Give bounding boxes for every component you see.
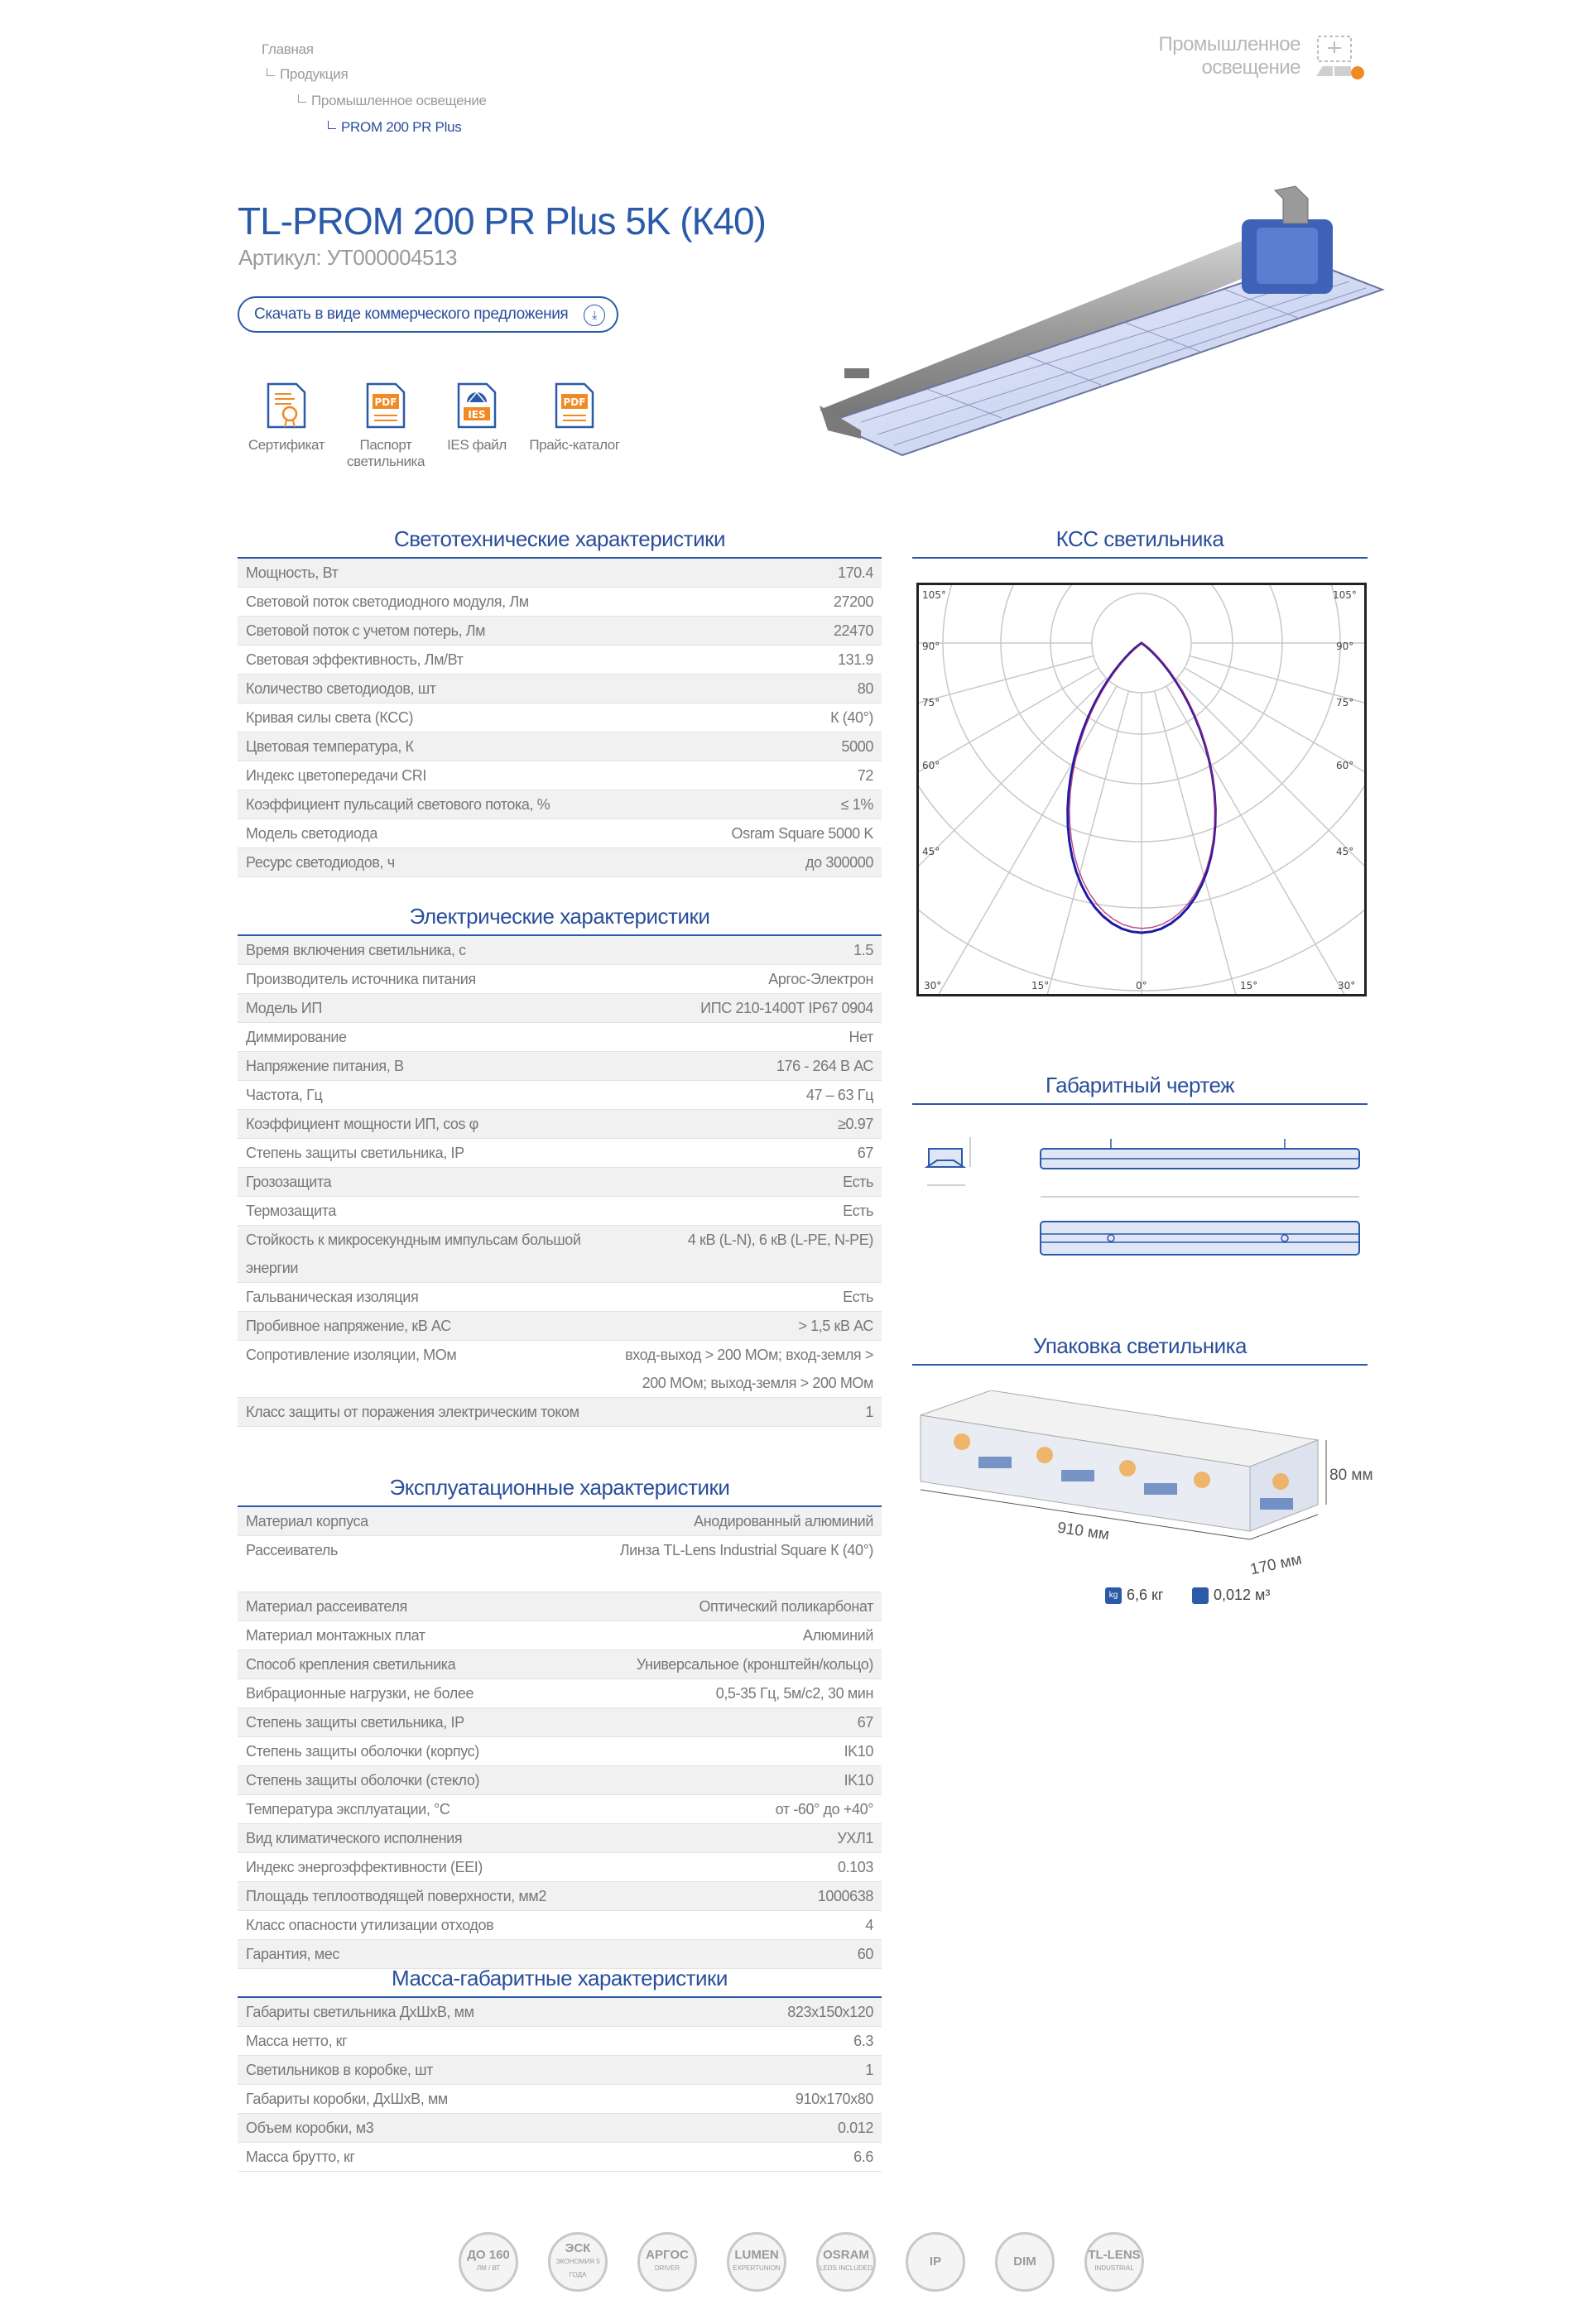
feature-logo-title: OSRAM (823, 2248, 869, 2262)
package-volume (1192, 1587, 1270, 1604)
spec-value: 4 (865, 1917, 873, 1933)
spec-label: Класс защиты от поражения электрическим током (246, 1404, 579, 1420)
kss-title: КСС светильника (1055, 526, 1224, 551)
spec-value: Оптический поликарбонат (699, 1598, 873, 1615)
spec-row (238, 588, 882, 617)
spec-label: Световой поток с учетом потерь, Лм (246, 622, 486, 639)
package-weight (1105, 1587, 1163, 1604)
spec-value: 1 (865, 1404, 873, 1420)
spec-row (238, 1650, 882, 1679)
spec-label: Коэффициент мощности ИП, cos φ (246, 1116, 478, 1132)
spec-value: 0.012 (837, 2120, 873, 2136)
spec-row (238, 1708, 882, 1737)
breadcrumb-current: PROM 200 PR Plus (328, 119, 461, 136)
section-title-operation: Эксплуатационные характеристики (389, 1475, 730, 1500)
doc-certificate-label: Сертификат (248, 437, 325, 453)
spec-row (238, 1536, 882, 1592)
kss-grid-ray (1176, 678, 1364, 994)
spec-value: 60 (857, 1946, 873, 1962)
feature-logo-caption: LEDS INCLUDED (819, 2264, 873, 2272)
feature-logo (995, 2232, 1055, 2292)
spec-label: Материал корпуса (246, 1513, 368, 1529)
spec-label: Площадь теплоотводящей поверхности, мм2 (246, 1888, 546, 1904)
spec-row (238, 1795, 882, 1824)
kss-grid-ray (992, 691, 1129, 994)
kss-label: 75° (922, 697, 940, 708)
feature-logo-caption: ЭКОНОМИЯ 5 ГОДА (555, 2258, 600, 2278)
spec-label: Грозозащита (246, 1174, 332, 1190)
spec-value: Есть (843, 1174, 873, 1190)
spec-row (238, 790, 882, 819)
spec-row (238, 2085, 882, 2114)
spec-row (238, 732, 882, 761)
spec-row (238, 1081, 882, 1110)
package-image (912, 1390, 1376, 1581)
kss-grid-ray (1155, 691, 1292, 994)
dimension-drawing (912, 1122, 1368, 1280)
product-article: Артикул: УТ000004513 (238, 245, 457, 270)
spec-label: Гарантия, мес (246, 1946, 339, 1962)
kss-label: 30° (1338, 980, 1356, 992)
spec-label: Светильников в коробке, шт (246, 2062, 433, 2078)
spec-label: Рассеиватель (246, 1542, 338, 1558)
spec-row (238, 2114, 882, 2143)
breadcrumb-industrial[interactable]: Промышленное освещение (298, 93, 487, 109)
kss-grid-ray (1166, 686, 1364, 994)
spec-value: 67 (857, 1714, 873, 1731)
spec-value: Алюминий (802, 1627, 873, 1644)
spec-value: ≤ 1% (840, 796, 873, 813)
spec-row (238, 2027, 882, 2056)
kss-label: 15° (1240, 980, 1258, 992)
spec-label: Диммирование (246, 1029, 347, 1045)
download-icon: ⤓ (584, 305, 605, 326)
package-weight-value: 6,6 кг (1127, 1587, 1164, 1603)
section-line (912, 1364, 1368, 1366)
spec-row (238, 1507, 882, 1536)
feature-logo-title: LUMEN (734, 2248, 779, 2262)
spec-label: Степень защиты оболочки (стекло) (246, 1772, 480, 1789)
feature-logo (637, 2232, 697, 2292)
spec-row (238, 1911, 882, 1940)
spec-label: Количество светодиодов, шт (246, 680, 436, 697)
kss-grid-ray (919, 668, 1098, 933)
spec-value: Аргос-Электрон (768, 971, 873, 987)
feature-logo (816, 2232, 876, 2292)
feature-logo (548, 2232, 608, 2292)
kss-label: 60° (1336, 760, 1354, 771)
kss-label: 105° (1333, 589, 1357, 601)
spec-value: ИПС 210-1400Т IP67 0904 (700, 1000, 873, 1016)
spec-label: Пробивное напряжение, кВ АС (246, 1318, 451, 1334)
spec-table-light (238, 559, 882, 877)
spec-value: > 1,5 кВ АС (798, 1318, 873, 1334)
kss-label: 45° (1336, 846, 1354, 857)
spec-value: Osram Square 5000 K (731, 825, 873, 842)
spec-value: IK10 (844, 1743, 873, 1760)
spec-value: 67 (857, 1145, 873, 1161)
section-title-mass: Масса-габаритные характеристики (392, 1966, 728, 1990)
kss-label: 30° (924, 980, 942, 992)
spec-label: Индекс энергоэффективности (EEI) (246, 1859, 483, 1875)
spec-value: 0.103 (837, 1859, 873, 1875)
spec-row (238, 1737, 882, 1766)
spec-label: Температура эксплуатации, °С (246, 1801, 450, 1817)
spec-value: 4 кВ (L-N), 6 кВ (L-PE, N-PE) (687, 1232, 873, 1248)
spec-label: Материал монтажных плат (246, 1627, 425, 1644)
section-line (912, 557, 1368, 559)
download-offer-button[interactable] (238, 296, 618, 333)
spec-value: 176 - 264 В АС (776, 1058, 873, 1074)
spec-row (238, 1679, 882, 1708)
spec-table-electric (238, 936, 882, 1427)
spec-row (238, 1824, 882, 1853)
spec-value: 80 (857, 680, 873, 697)
spec-label: Стойкость к микросекундным импульсам большой энергии (246, 1232, 581, 1276)
kss-curve-secondary (1070, 643, 1215, 929)
spec-row (238, 1621, 882, 1650)
feature-logo-title: ЭСК (565, 2241, 591, 2255)
kss-label: 90° (922, 641, 940, 652)
spec-value: 27200 (833, 593, 873, 610)
spec-row (238, 965, 882, 994)
spec-label: Модель светодиода (246, 825, 377, 842)
feature-logo-caption: DRIVER (654, 2264, 680, 2272)
kss-label: 90° (1336, 641, 1354, 652)
feature-logo (727, 2232, 786, 2292)
feature-logo-caption: EXPERTUNION (733, 2264, 781, 2272)
spec-value: 5000 (841, 738, 873, 755)
package-length: 910 мм (1055, 1519, 1111, 1544)
spec-value: 910х170х80 (795, 2091, 873, 2107)
spec-row (238, 1398, 882, 1427)
download-offer-label: Скачать в виде коммерческого предложения (254, 305, 569, 323)
feature-logo (1084, 2232, 1144, 2292)
spec-row (238, 1197, 882, 1226)
product-image (811, 182, 1391, 480)
category-label[interactable] (1158, 33, 1300, 79)
spec-value: Универсальное (кронштейн/кольцо) (636, 1656, 873, 1673)
spec-table-operation (238, 1507, 882, 1969)
spec-value: 823х150х120 (787, 2004, 873, 2020)
svg-text:IES: IES (468, 409, 486, 420)
spec-row (238, 703, 882, 732)
spec-value: 1000638 (817, 1888, 873, 1904)
feature-logo-caption: INDUSTRIAL (1094, 2264, 1134, 2272)
spec-value: от -60° до +40° (775, 1801, 873, 1817)
feature-logo-caption: ЛМ / ВТ (476, 2264, 501, 2272)
spec-label: Время включения светильника, с (246, 942, 466, 958)
feature-logo (459, 2232, 518, 2292)
spec-value: 0,5-35 Гц, 5м/с2, 30 мин (715, 1685, 873, 1702)
spec-label: Световой поток светодиодного модуля, Лм (246, 593, 529, 610)
spec-label: Вибрационные нагрузки, не более (246, 1685, 474, 1702)
spec-label: Напряжение питания, В (246, 1058, 404, 1074)
spec-row (238, 617, 882, 646)
feature-logo-title: АРГОС (646, 2248, 689, 2262)
feature-logo (906, 2232, 965, 2292)
doc-passport-label2: светильника (346, 454, 425, 469)
ies-icon (457, 382, 497, 429)
feature-logo-title: IP (929, 2254, 942, 2269)
breadcrumb-products[interactable]: Продукция (267, 66, 348, 83)
spec-row (238, 848, 882, 877)
spec-label: Световая эффективность, Лм/Вт (246, 651, 464, 668)
spec-label: Сопротивление изоляции, МОм (246, 1347, 457, 1363)
spec-label: Гальваническая изоляция (246, 1289, 419, 1305)
package-height: 80 мм (1329, 1467, 1373, 1484)
kss-label: 60° (922, 760, 940, 771)
spec-row (238, 994, 882, 1023)
spec-row (238, 1341, 882, 1398)
spec-value: ≥0.97 (838, 1116, 873, 1132)
spec-value: Анодированный алюминий (694, 1513, 873, 1529)
industrial-category-icon[interactable] (1315, 33, 1366, 81)
spec-table-mass (238, 1998, 882, 2172)
spec-value: Линза TL-Lens Industrial Square К (40°) (619, 1542, 873, 1558)
kss-grid-ray (919, 686, 1117, 994)
pdf-icon (555, 382, 594, 429)
spec-label: Класс опасности утилизации отходов (246, 1917, 494, 1933)
spec-label: Модель ИП (246, 1000, 322, 1016)
spec-value: вход-выход > 200 МОм; вход-земля > 200 МОм; выход-земля > 200 МОм (625, 1347, 873, 1391)
doc-passport-label1: Паспорт (359, 437, 412, 453)
spec-row (238, 761, 882, 790)
feature-logo-title: DIM (1013, 2254, 1036, 2269)
spec-value: 72 (857, 767, 873, 784)
spec-value: 6.3 (853, 2033, 873, 2049)
spec-label: Степень защиты оболочки (корпус) (246, 1743, 479, 1760)
spec-row (238, 1312, 882, 1341)
spec-label: Вид климатического исполнения (246, 1830, 463, 1846)
spec-label: Габариты коробки, ДхШхВ, мм (246, 2091, 448, 2107)
spec-label: Масса нетто, кг (246, 2033, 348, 2049)
kss-diagram (916, 583, 1367, 996)
spec-value: 6.6 (853, 2149, 873, 2165)
spec-label: Коэффициент пульсаций светового потока, % (246, 796, 550, 813)
spec-row (238, 1283, 882, 1312)
doc-price-label: Прайс-каталог (529, 437, 620, 453)
spec-row (238, 1853, 882, 1882)
spec-label: Степень защиты светильника, IP (246, 1714, 464, 1731)
spec-row (238, 1998, 882, 2027)
spec-value: 1.5 (853, 942, 873, 958)
package-volume-value: 0,012 м³ (1214, 1587, 1271, 1603)
spec-row (238, 1592, 882, 1621)
spec-label: Индекс цветопередачи CRI (246, 767, 426, 784)
doc-certificate[interactable] (237, 382, 336, 454)
svg-text:PDF: PDF (563, 396, 586, 408)
kss-label: 75° (1336, 697, 1354, 708)
spec-value: 1 (865, 2062, 873, 2078)
kss-grid-ray (919, 678, 1107, 994)
section-title-light: Светотехнические характеристики (393, 526, 726, 551)
doc-ies-label: IES файл (447, 437, 507, 453)
spec-row (238, 675, 882, 703)
doc-ies[interactable] (427, 382, 526, 454)
feature-logo-title: ДО 160 (467, 2248, 510, 2262)
spec-row (238, 2143, 882, 2172)
section-line (912, 1103, 1368, 1105)
spec-label: Степень защиты светильника, IP (246, 1145, 464, 1161)
spec-value: Нет (848, 1029, 873, 1045)
spec-value: 170.4 (837, 564, 873, 581)
spec-label: Цветовая температура, К (246, 738, 414, 755)
breadcrumb-home[interactable]: Главная (262, 41, 314, 57)
doc-passport[interactable] (336, 382, 435, 470)
spec-value: 131.9 (837, 651, 873, 668)
certificate-icon (267, 382, 306, 429)
spec-label: Термозащита (246, 1203, 336, 1219)
spec-row (238, 936, 882, 965)
spec-label: Материал рассеивателя (246, 1598, 407, 1615)
spec-value: К (40°) (830, 709, 873, 726)
spec-label: Габариты светильника ДхШхВ, мм (246, 2004, 474, 2020)
drawing-title: Габаритный чертеж (1045, 1073, 1235, 1097)
spec-value: до 300000 (805, 854, 873, 871)
spec-row (238, 1226, 882, 1283)
spec-label: Ресурс светодиодов, ч (246, 854, 395, 871)
section-title-electric: Электрические характеристики (409, 904, 710, 929)
package-title: Упаковка светильника (1032, 1333, 1247, 1358)
pdf-icon (366, 382, 406, 429)
spec-value: УХЛ1 (837, 1830, 873, 1846)
spec-row (238, 819, 882, 848)
spec-label: Кривая силы света (КСС) (246, 709, 414, 726)
weight-icon: kg (1105, 1587, 1122, 1604)
spec-row (238, 1766, 882, 1795)
product-title: TL-PROM 200 PR Plus 5K (К40) (238, 199, 766, 242)
spec-row (238, 1052, 882, 1081)
spec-label: Способ крепления светильника (246, 1656, 456, 1673)
spec-value: IK10 (844, 1772, 873, 1789)
doc-price[interactable] (525, 382, 624, 454)
spec-row (238, 646, 882, 675)
spec-value: Есть (843, 1203, 873, 1219)
spec-label: Мощность, Вт (246, 564, 339, 581)
kss-label: 45° (922, 846, 940, 857)
spec-label: Производитель источника питания (246, 971, 476, 987)
kss-label: 105° (922, 589, 946, 601)
spec-row (238, 1940, 882, 1969)
spec-label: Объем коробки, м3 (246, 2120, 374, 2136)
spec-row (238, 2056, 882, 2085)
spec-row (238, 1139, 882, 1168)
feature-logo-title: TL-LENS (1088, 2248, 1141, 2262)
category-line2: освещение (1201, 56, 1300, 79)
spec-row (238, 1168, 882, 1197)
spec-row (238, 559, 882, 588)
spec-row (238, 1882, 882, 1911)
kss-label: 15° (1031, 980, 1050, 992)
kss-label: 0° (1136, 980, 1147, 992)
category-line1: Промышленное (1158, 33, 1300, 55)
spec-row (238, 1110, 882, 1139)
spec-label: Масса брутто, кг (246, 2149, 355, 2165)
spec-label: Частота, Гц (246, 1087, 323, 1103)
spec-value: Есть (843, 1289, 873, 1305)
spec-row (238, 1023, 882, 1052)
svg-text:PDF: PDF (374, 396, 397, 408)
package-width: 170 мм (1248, 1550, 1304, 1579)
spec-value: 47 – 63 Гц (805, 1087, 873, 1103)
spec-value: 22470 (833, 622, 873, 639)
cube-icon (1192, 1587, 1209, 1604)
